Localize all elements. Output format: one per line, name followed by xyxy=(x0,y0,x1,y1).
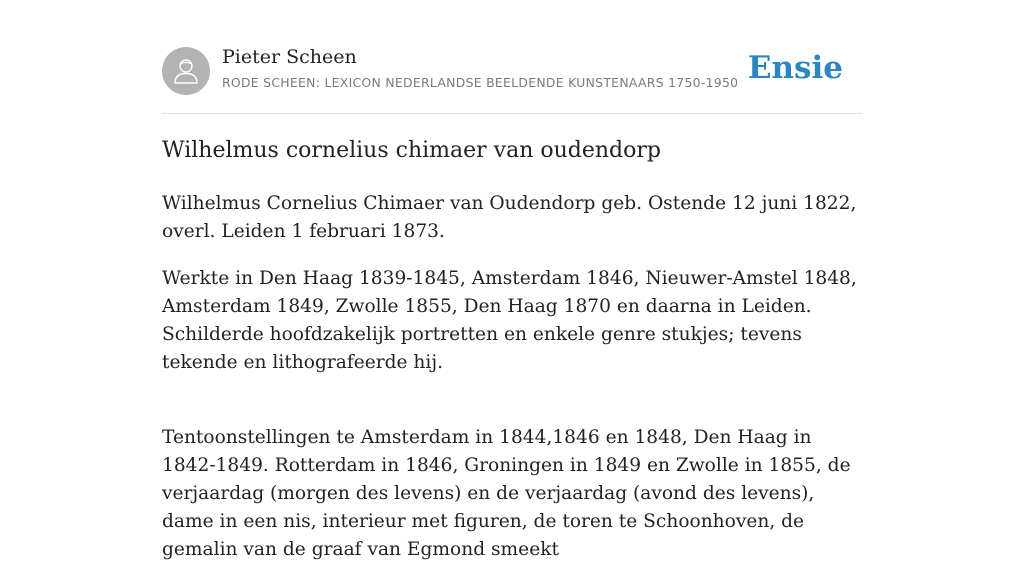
article-body xyxy=(162,190,862,583)
article-paragraph: Tentoonstellingen te Amsterdam in 1844,1846 en 1848, Den Haag in 1842-1849. Rotterdam in 1846, Groningen in 1849 en Zwolle in 1855, de verjaardag (morgen des levens) en de verjaardag (avond des levens), dame in een nis, interieur met figuren, de toren te Schoonhoven, de gemalin van de graaf van Egmond smeekt xyxy=(162,427,851,560)
source-name[interactable]: RODE SCHEEN: LEXICON NEDERLANDSE BEELDENDE KUNSTENAARS 1750-1950 xyxy=(222,75,739,90)
user-icon xyxy=(171,56,201,86)
header-divider xyxy=(162,113,862,114)
article-header xyxy=(162,46,862,96)
author-avatar[interactable] xyxy=(162,47,210,95)
article-paragraph: Wilhelmus Cornelius Chimaer van Oudendorp geb. Ostende 12 juni 1822, overl. Leiden 1 februari 1873. xyxy=(162,193,857,242)
author-name[interactable]: Pieter Scheen xyxy=(222,46,357,68)
article-paragraph: Werkte in Den Haag 1839-1845, Amsterdam 1846, Nieuwer-Amstel 1848, Amsterdam 1849, Zwolle 1855, Den Haag 1870 en daarna in Leiden. Schilderde hoofdzakelijk portretten en enkele genre stukjes; tevens tekende en lithografeerde hij. xyxy=(162,268,857,373)
ensie-logo[interactable]: Ensie xyxy=(747,50,843,86)
paragraph-spacer xyxy=(162,396,862,424)
article-title: Wilhelmus cornelius chimaer van oudendorp xyxy=(162,138,661,163)
